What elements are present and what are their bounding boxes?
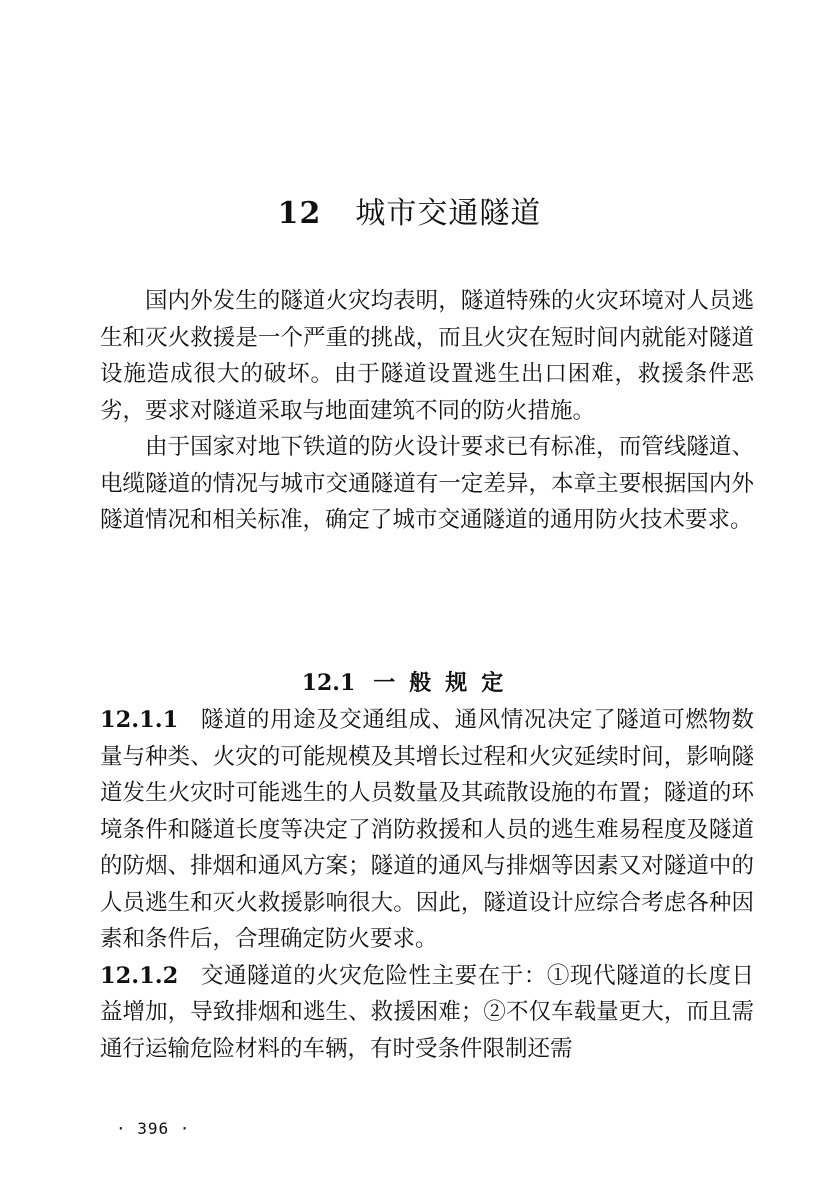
chapter-intro: [100, 283, 754, 539]
section-title: [0, 666, 819, 697]
clause-number: 12.1.1: [100, 707, 179, 733]
clause: [100, 958, 754, 1068]
clause-text: 交通隧道的火灾危险性主要在于：①现代隧道的长度日益增加，导致排烟和逃生、救援困难；②不仅车载量更大，而且需通行运输危险材料的车辆，有时受条件限制还需: [100, 962, 754, 1062]
clause: [100, 702, 754, 958]
intro-paragraph: 国内外发生的隧道火灾均表明，隧道特殊的火灾环境对人员逃生和灭火救援是一个严重的挑战，而且火灾在短时间内就能对隧道设施造成很大的破坏。由于隧道设置逃生出口困难，救援条件恶劣，要求对隧道采取与地面建筑不同的防火措施。: [100, 288, 754, 424]
chapter-title: [0, 188, 819, 232]
section-name: 一般规定: [373, 670, 518, 697]
chapter-number: 12: [277, 196, 322, 232]
page-number: · 396 ·: [116, 1119, 191, 1138]
section-number: 12.1: [301, 670, 356, 697]
intro-paragraph: 由于国家对地下铁道的防火设计要求已有标准，而管线隧道、电缆隧道的情况与城市交通隧道有一定差异，本章主要根据国内外隧道情况和相关标准，确定了城市交通隧道的通用防火技术要求。: [100, 434, 754, 533]
clause-number: 12.1.2: [100, 962, 179, 989]
chapter-name: 城市交通隧道: [355, 196, 542, 232]
clause-text: 隧道的用途及交通组成、通风情况决定了隧道可燃物数量与种类、火灾的可能规模及其增长过程和火灾延续时间，影响隧道发生火灾时可能逃生的人员数量及其疏散设施的布置；隧道的环境条件和隧道长度等决定了消防救援和人员的逃生难易程度及隧道的防烟、排烟和通风方案；隧道的通风与排烟等因素又对隧道中的人员逃生和灭火救援影响很大。因此，隧道设计应综合考虑各种因素和条件后，合理确定防火要求。: [100, 707, 754, 952]
clause-list: [100, 702, 754, 1067]
